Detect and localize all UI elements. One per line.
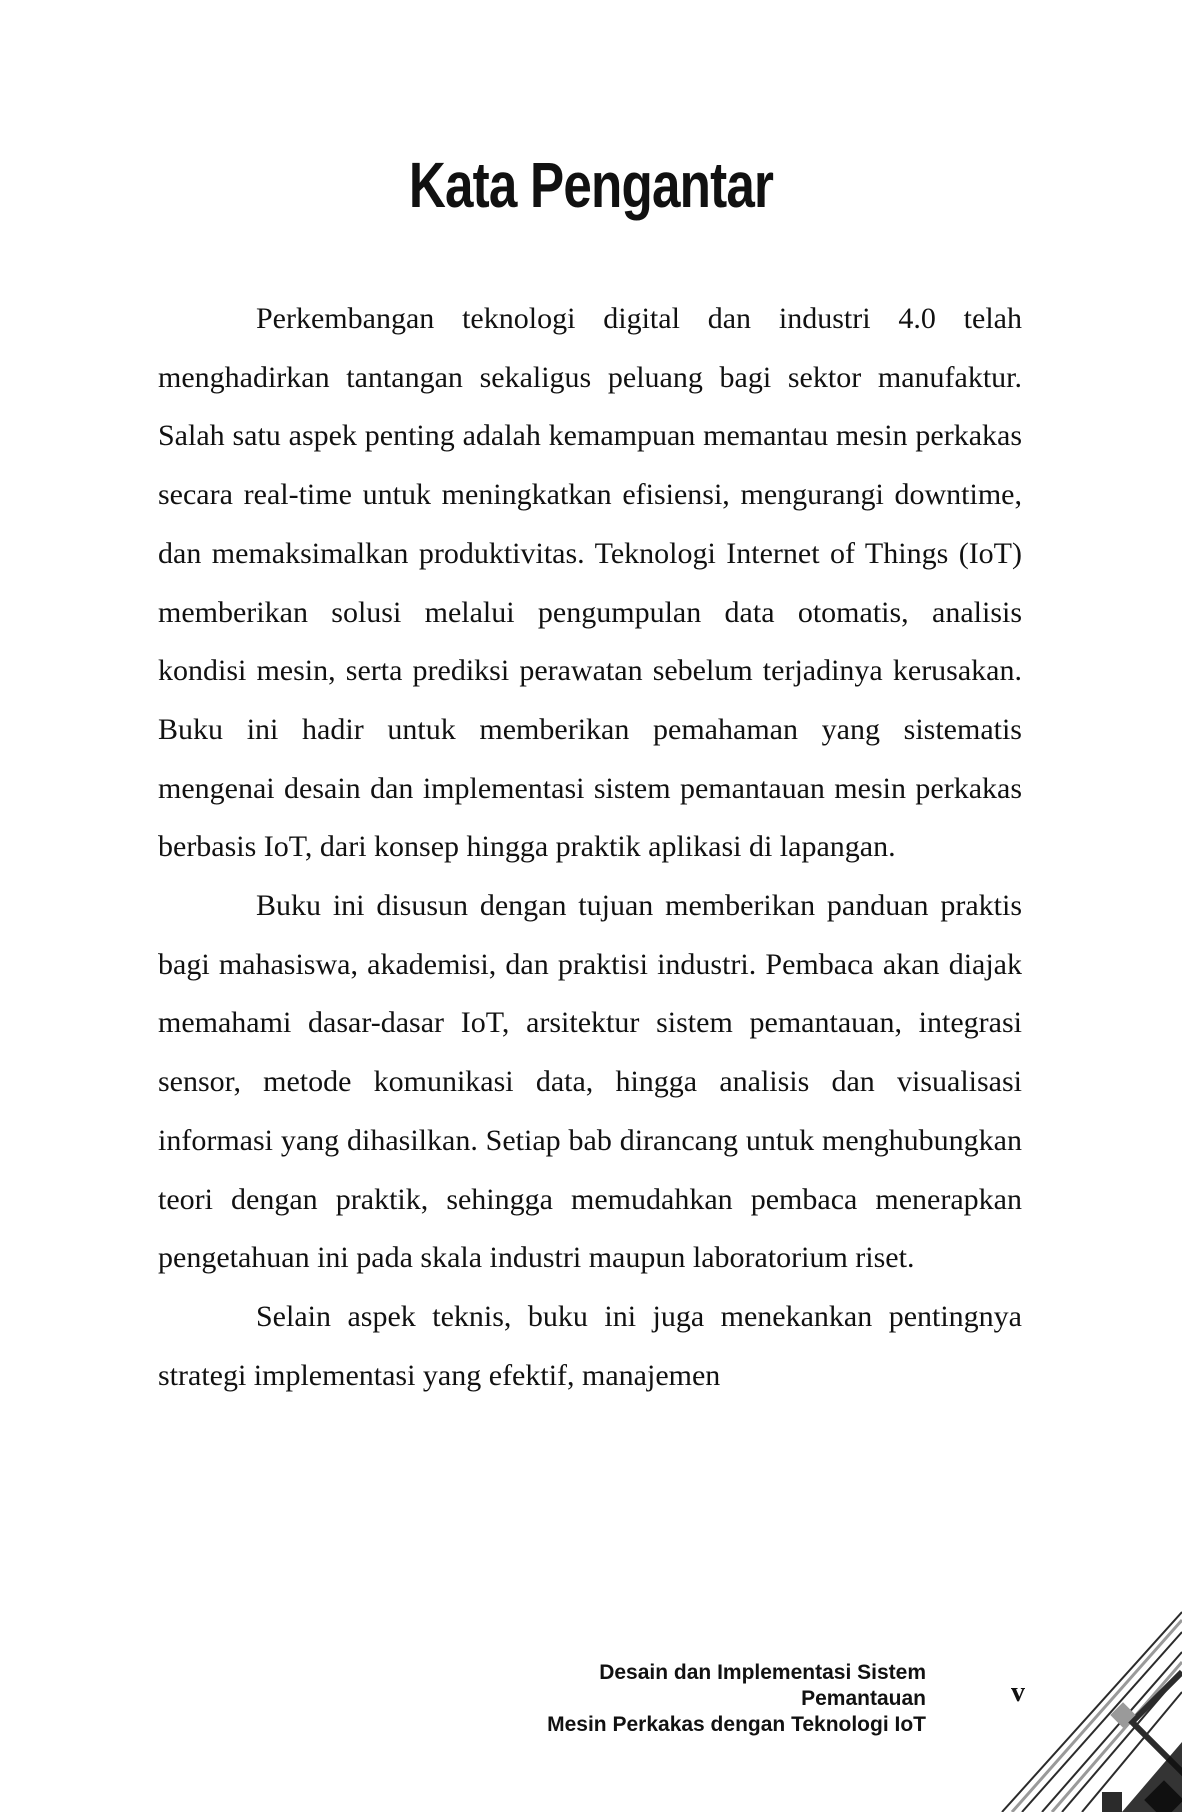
body-text (158, 290, 1022, 1405)
running-footer (520, 1660, 926, 1738)
corner-decoration-graphic (982, 1592, 1182, 1812)
paragraph-2: Buku ini disusun dengan tujuan memberikan panduan praktis bagi mahasiswa, akademisi, dan praktisi industri. Pembaca akan diajak memahami dasar-dasar IoT, arsitektur sistem pemantauan, integrasi sensor, metode komunikasi data, hingga analisis dan visualisasi informasi yang dihasilkan. Setiap bab dirancang untuk menghubungkan teori dengan praktik, sehingga memudahkan pembaca menerapkan pengetahuan ini pada skala industri maupun laboratorium riset. (158, 889, 1022, 1275)
page-number: v (1011, 1677, 1025, 1708)
paragraph-1: Perkembangan teknologi digital dan industri 4.0 telah menghadirkan tantangan sekaligus peluang bagi sektor manufaktur. Salah satu aspek penting adalah kemampuan memantau mesin perkakas secara real-time untuk meningkatkan efisiensi, mengurangi downtime, dan memaksimalkan produktivitas. Teknologi Internet of Things (IoT) memberikan solusi melalui pengumpulan data otomatis, analisis kondisi mesin, serta prediksi perawatan sebelum terjadinya kerusakan. Buku ini hadir untuk memberikan pemahaman yang sistematis mengenai desain dan implementasi sistem pemantauan mesin perkakas berbasis IoT, dari konsep hingga praktik aplikasi di lapangan. (158, 302, 1022, 864)
footer-book-title-line-1: Desain dan Implementasi Sistem Pemantauan (599, 1661, 926, 1710)
page-title: Kata Pengantar (408, 149, 774, 221)
paragraph-3: Selain aspek teknis, buku ini juga menekankan pentingnya strategi implementasi yang efektif, manajemen (158, 1299, 1022, 1392)
footer-book-title-line-2: Mesin Perkakas dengan Teknologi IoT (547, 1713, 926, 1736)
decoration-square-3 (1102, 1792, 1122, 1812)
